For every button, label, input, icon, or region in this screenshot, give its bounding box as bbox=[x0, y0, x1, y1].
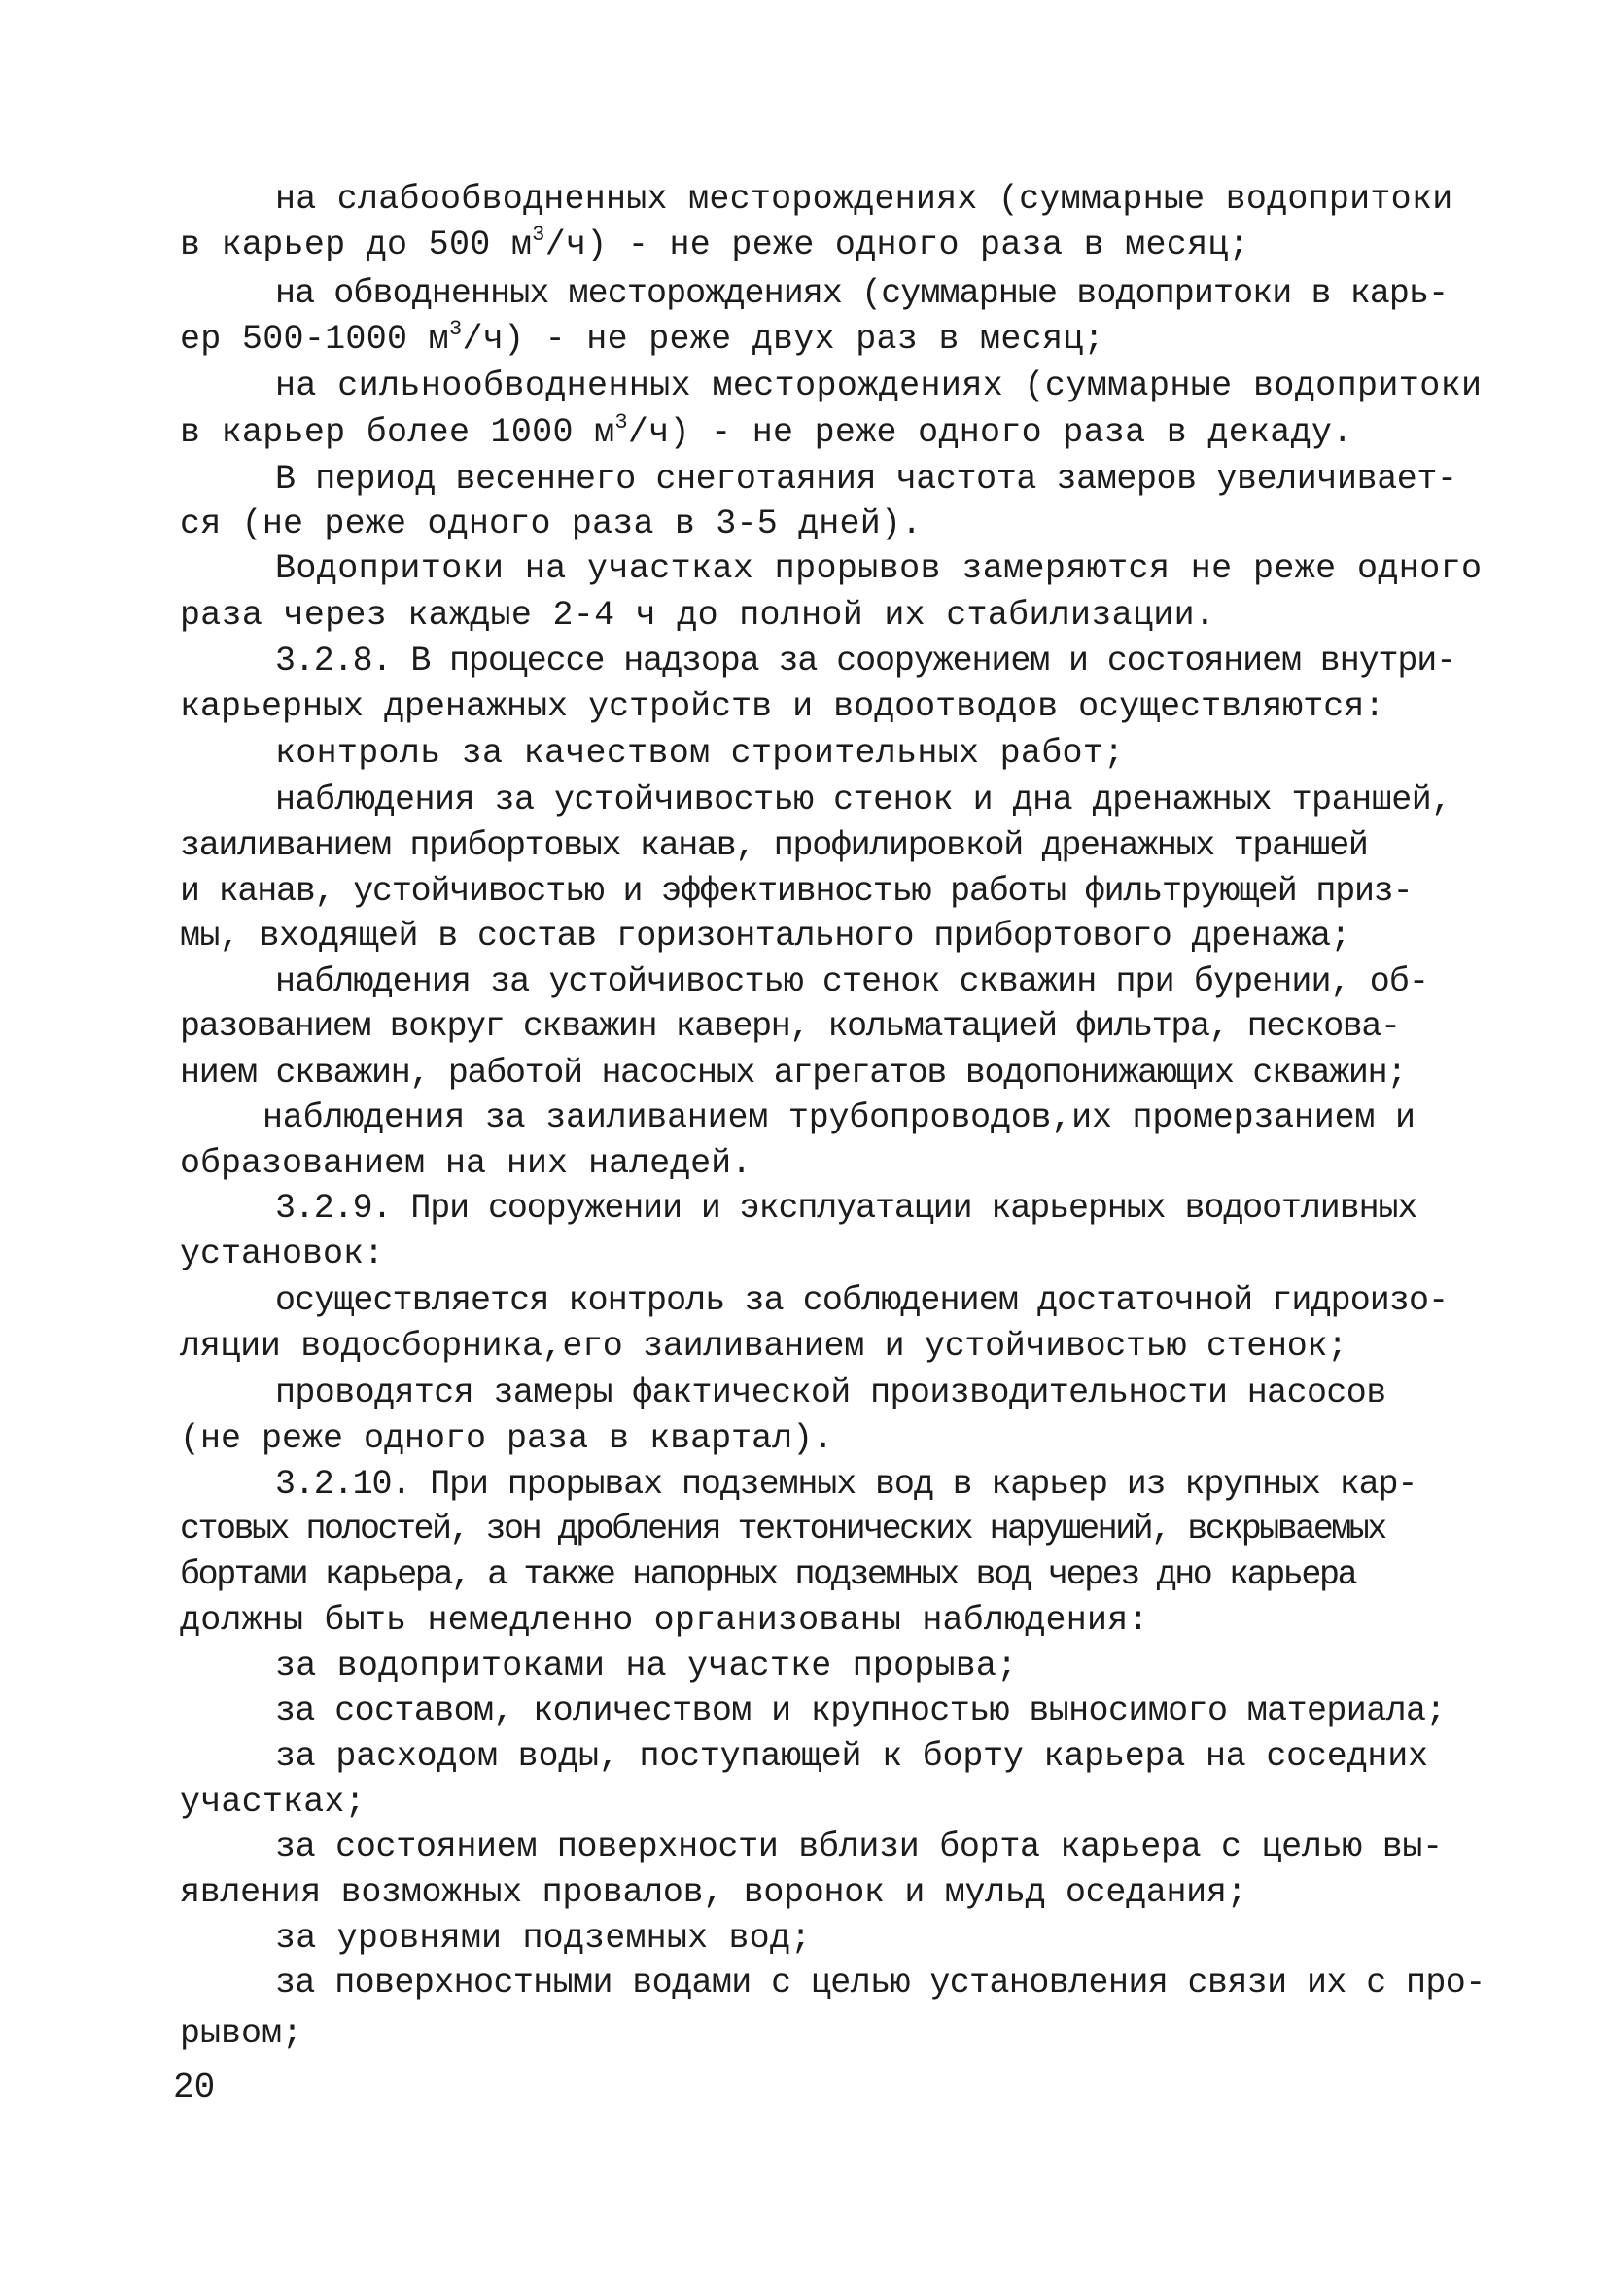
text-line: в карьер более 1000 $м^3/ч$) - не реже одного раза в декаду. bbox=[180, 410, 1353, 452]
text-line: контроль за качеством строительных работ; bbox=[275, 734, 1125, 773]
text-line: наблюдения за устойчивостью стенок скважин при бурении, об- bbox=[275, 962, 1429, 1001]
text-line: стовых полостей, зон дробления тектонических нарушений, вскрываемых bbox=[180, 1510, 1385, 1548]
text-line: явления возможных провалов, воронок и мульд оседания; bbox=[180, 1873, 1247, 1912]
text-line: наблюдения за устойчивостью стенок и дна дренажных траншей, bbox=[275, 781, 1451, 819]
text-line: за уровнями подземных вод; bbox=[275, 1919, 812, 1958]
text-line: за составом, количеством и крупностью выносимого материала; bbox=[275, 1691, 1446, 1730]
text-line: ер 500-1000 $м^3/ч$) - не реже двух раз в месяц; bbox=[180, 317, 1104, 359]
text-line: на сильнообводненных месторождениях (суммарные водопритоки bbox=[275, 366, 1483, 405]
text-line: в карьер до 500 $м^3/ч$) - не реже одного раза в месяц; bbox=[180, 223, 1250, 264]
text-line: участках; bbox=[180, 1783, 366, 1822]
text-line: нием скважин, работой насосных агрегатов водопонижающих скважин; bbox=[180, 1054, 1407, 1093]
text-line: на обводненных месторождениях (суммарные водопритоки в карь- bbox=[275, 274, 1449, 313]
text-line: разованием вокруг скважин каверн, кольматацией фильтра, пескова- bbox=[180, 1007, 1400, 1046]
text-line: за поверхностными водами с целью установления связи их с про- bbox=[275, 1964, 1486, 2002]
text-line: за водопритоками на участке прорыва; bbox=[275, 1647, 1018, 1686]
text-line: рывом; bbox=[180, 2014, 303, 2053]
page-number: 20 bbox=[173, 2068, 216, 2107]
text-line: мы, входящей в состав горизонтального прибортового дренажа; bbox=[180, 917, 1350, 956]
text-line: бортами карьера, а также напорных подземных вод через дно карьера bbox=[180, 1555, 1356, 1594]
text-line: на слабообводненных месторождениях (суммарные водопритоки bbox=[275, 180, 1453, 219]
text-line: заиливанием прибортовых канав, профилировкой дренажных траншей bbox=[180, 826, 1368, 865]
text-line: проводятся замеры фактической производительности насосов bbox=[275, 1374, 1386, 1412]
text-line: за расходом воды, поступающей к борту карьера на соседних bbox=[275, 1737, 1428, 1776]
text-line: (не реже одного раза в квартал). bbox=[180, 1419, 834, 1458]
text-line: 3.2.10. При прорывах подземных вод в карьер из крупных кар- bbox=[275, 1465, 1417, 1504]
text-line: Водопритоки на участках прорывов замеряются не реже одного bbox=[275, 549, 1483, 588]
text-line: и канав, устойчивостью и эффективностью работы фильтрующей приз- bbox=[180, 872, 1413, 911]
text-line: карьерных дренажных устройств и водоотводов осуществляются: bbox=[180, 687, 1385, 726]
text-line: ся (не реже одного раза в 3-5 дней). bbox=[180, 504, 923, 543]
text-line: установок: bbox=[180, 1235, 385, 1273]
text-line: наблюдения за заиливанием трубопроводов,их промерзанием и bbox=[262, 1098, 1416, 1137]
text-line: осуществляется контроль за соблюдением достаточной гидроизо- bbox=[275, 1281, 1449, 1320]
text-line: ляции водосборника,его заиливанием и устойчивостью стенок; bbox=[180, 1327, 1347, 1366]
text-line: В период весеннего снеготаяния частота замеров увеличивает- bbox=[275, 460, 1457, 499]
text-line: раза через каждые 2-4 ч до полной их стабилизации. bbox=[180, 596, 1216, 635]
text-line: 3.2.8. В процессе надзора за сооружением и состоянием внутри- bbox=[275, 642, 1456, 680]
text-line: образованием на них наледей. bbox=[180, 1144, 752, 1183]
text-line: 3.2.9. При сооружении и эксплуатации карьерных водоотливных bbox=[275, 1189, 1417, 1228]
text-line: за состоянием поверхности вблизи борта карьера с целью вы- bbox=[275, 1827, 1443, 1866]
text-line: должны быть немедленно организованы наблюдения: bbox=[180, 1601, 1149, 1640]
